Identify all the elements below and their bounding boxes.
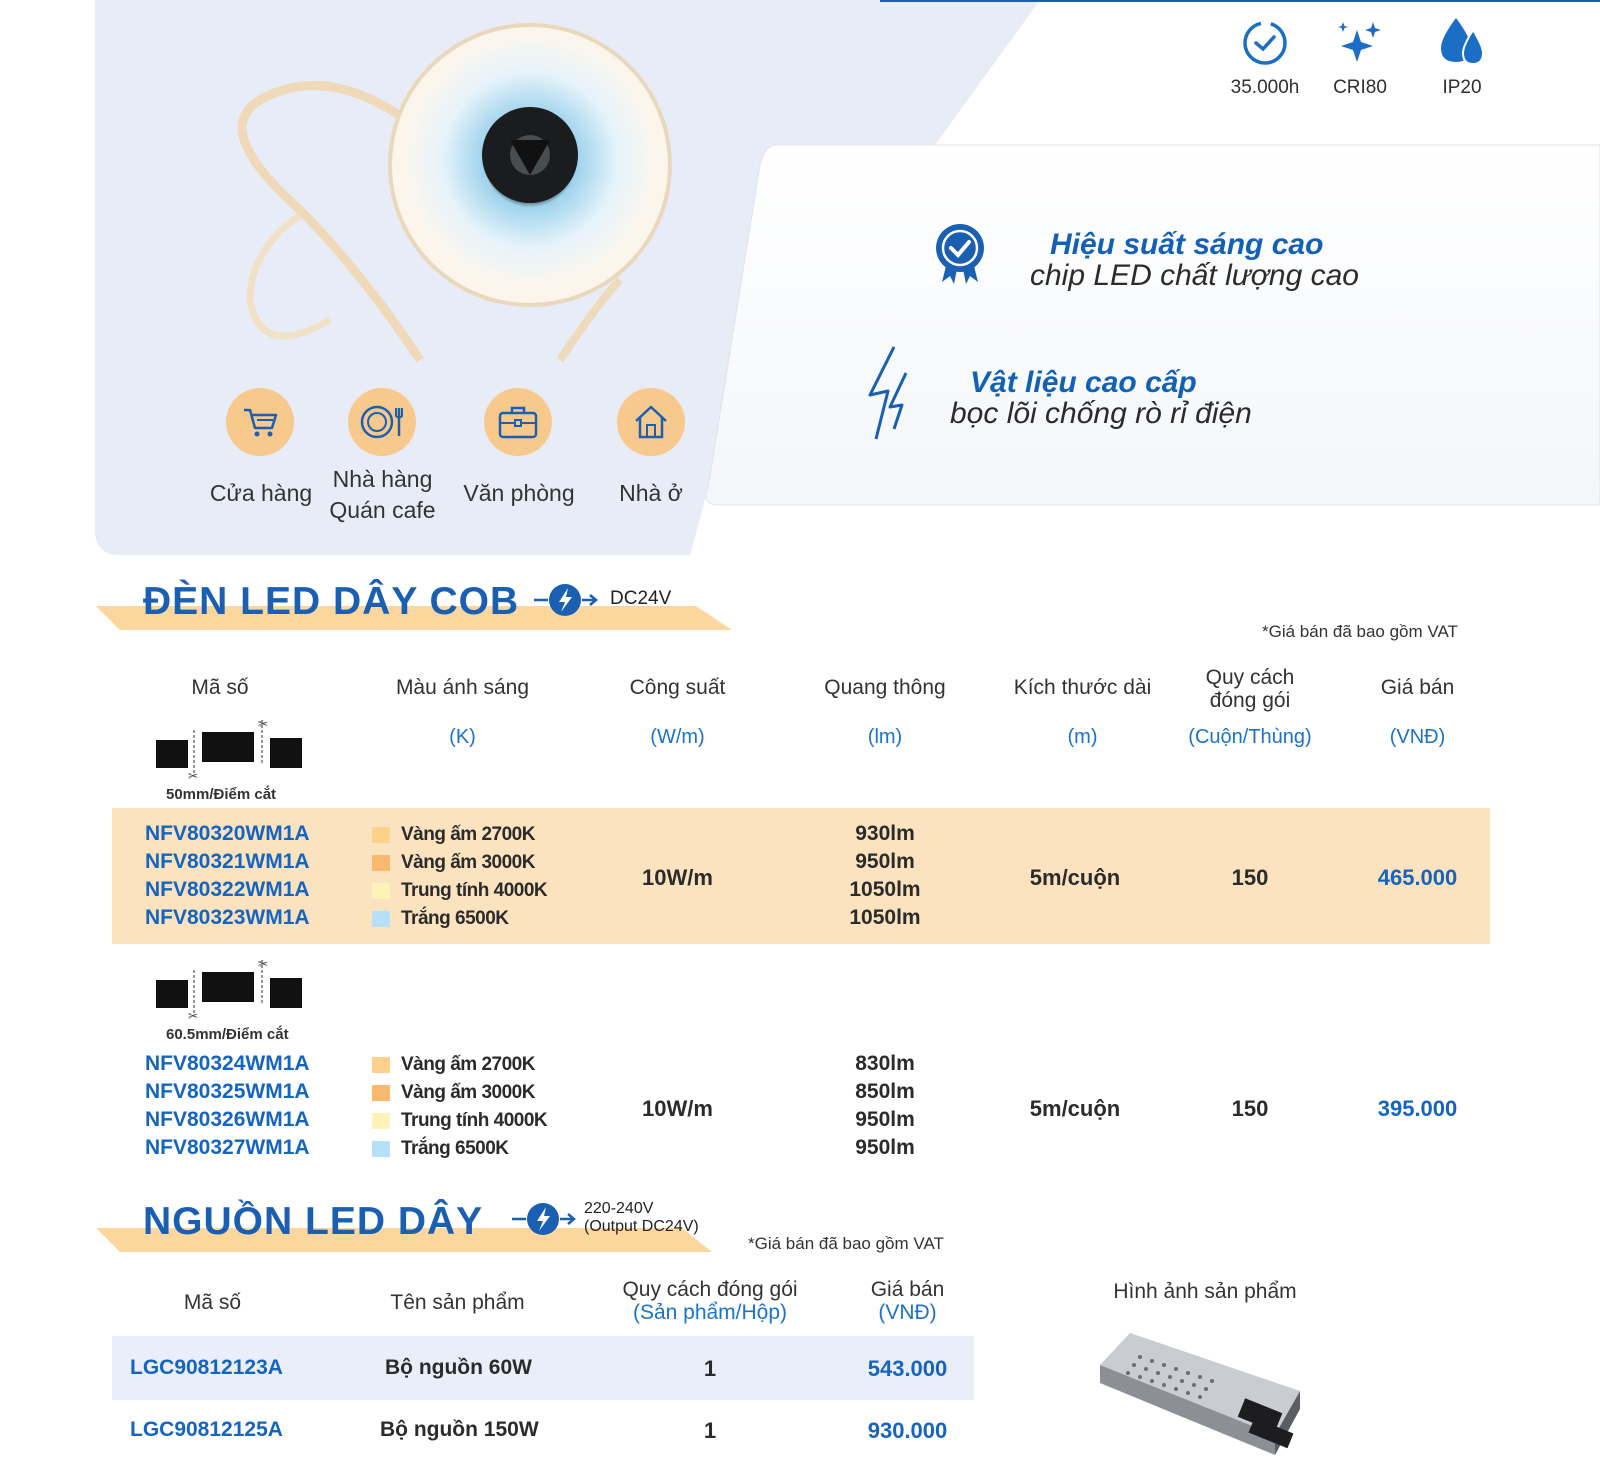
color-swatch: [372, 1085, 390, 1101]
power-section-title: NGUỒN LED DÂY: [143, 1200, 484, 1243]
svg-text:✂: ✂: [188, 1009, 199, 1022]
product-code: NFV80323WM1A: [145, 906, 310, 929]
color-name: Trắng 6500K: [401, 908, 509, 929]
cob-vat-note: *Giá bán đã bao gồm VAT: [1262, 622, 1458, 641]
cut-label: 60.5mm/Điểm cắt: [166, 1026, 289, 1043]
briefcase-icon: [496, 402, 540, 442]
color-name: Trung tính 4000K: [401, 1110, 548, 1131]
product-code: NFV80321WM1A: [145, 850, 310, 873]
header-length: Kích thước dài: [1013, 676, 1152, 699]
power-value: 10W/m: [642, 1096, 713, 1121]
product-code: NFV80324WM1A: [145, 1052, 310, 1075]
dinner-plate-icon: [359, 402, 405, 442]
lumen-value: 1050lm: [849, 878, 921, 901]
product-code: NFV80326WM1A: [145, 1108, 310, 1131]
spec-label: 35.000h: [1230, 77, 1300, 98]
color-swatch: [372, 827, 390, 843]
price-value: 930.000: [867, 1418, 948, 1443]
spec-label: CRI80: [1333, 77, 1387, 98]
color-name: Trung tính 4000K: [401, 880, 548, 901]
lumen-value: 930lm: [855, 822, 915, 845]
header-power: Công suất: [629, 676, 726, 699]
color-name: Vàng ấm 3000K: [401, 1082, 535, 1103]
power-value: 10W/m: [642, 865, 713, 890]
svg-text:✂: ✂: [258, 958, 269, 971]
product-codes: [145, 1050, 310, 1162]
price-value: 465.000: [1377, 865, 1458, 890]
color-swatch: [372, 1057, 390, 1073]
color-list: [372, 821, 547, 933]
header-packing: Quy cách đóng gói (Sản phẩm/Hộp): [622, 1278, 798, 1324]
application-store: [226, 388, 294, 456]
cut-point-diagram: [150, 958, 310, 1022]
header-price: Giá bán: [1380, 676, 1455, 699]
lumen-list: [825, 1050, 945, 1162]
power-vat-note: *Giá bán đã bao gồm VAT: [748, 1234, 944, 1253]
packing-value: 1: [703, 1418, 717, 1443]
lumen-value: 950lm: [855, 1108, 915, 1131]
product-name: Bộ nguồn 60W: [385, 1356, 532, 1379]
application-label: Văn phòng: [463, 480, 575, 506]
application-label: Nhà hàng Quán cafe: [329, 466, 436, 523]
spec-lifetime: [1210, 18, 1320, 99]
header-product-image: Hình ảnh sản phẩm: [1113, 1280, 1297, 1303]
spec-cri: [1305, 18, 1415, 99]
length-value: 5m/cuộn: [1029, 1096, 1121, 1121]
cob-voltage: DC24V: [610, 588, 672, 609]
product-code: NFV80320WM1A: [145, 822, 310, 845]
color-name: Trắng 6500K: [401, 1138, 509, 1159]
product-code: LGC90812125A: [130, 1418, 283, 1441]
clock-check-icon: [1240, 18, 1290, 68]
header-code: Mã số: [183, 1291, 242, 1314]
lumen-value: 950lm: [855, 850, 915, 873]
lightning-icon: [866, 345, 916, 441]
lumen-value: 950lm: [855, 1136, 915, 1159]
color-swatch: [372, 1141, 390, 1157]
power-plug-icon: [510, 1201, 578, 1237]
header-power-unit: (W/m): [650, 726, 705, 748]
benefit-title: Hiệu suất sáng cao: [1050, 228, 1324, 261]
lumen-list: [825, 820, 945, 932]
header-price: Giá bán (VNĐ): [870, 1278, 945, 1324]
price-value: 395.000: [1377, 1096, 1458, 1121]
color-swatch: [372, 855, 390, 871]
application-office: [484, 388, 552, 456]
header-price-unit: (VNĐ): [1389, 726, 1446, 748]
power-voltage: 220-240V (Output DC24V): [584, 1200, 699, 1235]
header-product-name: Tên sản phẩm: [390, 1291, 525, 1314]
packing-value: 150: [1231, 1096, 1269, 1121]
power-plug-icon: [532, 582, 600, 618]
sparkle-icon: [1335, 18, 1385, 68]
product-code: NFV80322WM1A: [145, 878, 310, 901]
lumen-value: 830lm: [855, 1052, 915, 1075]
header-code: Mã số: [191, 676, 249, 699]
header-length-unit: (m): [1067, 726, 1098, 748]
svg-text:✂: ✂: [258, 718, 269, 731]
cob-section-title: ĐÈN LED DÂY COB: [143, 580, 520, 623]
product-codes: [145, 820, 310, 932]
svg-text:✂: ✂: [188, 769, 199, 782]
color-name: Vàng ấm 2700K: [401, 824, 535, 845]
header-lumen: Quang thông: [824, 676, 946, 699]
cut-label: 50mm/Điểm cắt: [166, 786, 277, 803]
color-swatch: [372, 911, 390, 927]
header-lumen-unit: (lm): [867, 726, 903, 748]
spec-ip: [1407, 16, 1517, 99]
header-packing-unit: (Cuộn/Thùng): [1188, 726, 1312, 748]
product-code: LGC90812123A: [130, 1356, 283, 1379]
badge-check-icon: [932, 222, 988, 286]
cut-point-diagram: [150, 718, 310, 782]
product-code: NFV80325WM1A: [145, 1080, 310, 1103]
header-color-unit: (K): [449, 726, 476, 748]
benefit-subtitle: bọc lõi chống rò rỉ điện: [950, 397, 1252, 430]
power-supply-image: [1090, 1325, 1310, 1465]
water-drops-icon: [1437, 16, 1487, 68]
lumen-value: 850lm: [855, 1080, 915, 1103]
color-list: [372, 1051, 547, 1163]
shopping-cart-icon: [240, 402, 280, 442]
lumen-value: 1050lm: [849, 906, 921, 929]
color-name: Vàng ấm 3000K: [401, 852, 535, 873]
benefit-subtitle: chip LED chất lượng cao: [1030, 259, 1359, 292]
color-swatch: [372, 883, 390, 899]
color-name: Vàng ấm 2700K: [401, 1054, 535, 1075]
product-code: NFV80327WM1A: [145, 1136, 310, 1159]
packing-value: 1: [703, 1356, 717, 1381]
application-restaurant: [348, 388, 416, 456]
product-name: Bộ nguồn 150W: [380, 1418, 539, 1441]
packing-value: 150: [1231, 865, 1269, 890]
application-label: Nhà ở: [619, 480, 683, 506]
application-label: Cửa hàng: [209, 480, 313, 506]
spec-label: IP20: [1442, 77, 1482, 98]
benefit-title: Vật liệu cao cấp: [970, 366, 1197, 399]
length-value: 5m/cuộn: [1029, 865, 1121, 890]
application-home: [617, 388, 685, 456]
header-color: Màu ánh sáng: [395, 676, 530, 699]
price-value: 543.000: [867, 1356, 948, 1381]
house-icon: [631, 402, 671, 442]
header-packing: Quy cách đóng gói: [1205, 666, 1295, 712]
color-swatch: [372, 1113, 390, 1129]
